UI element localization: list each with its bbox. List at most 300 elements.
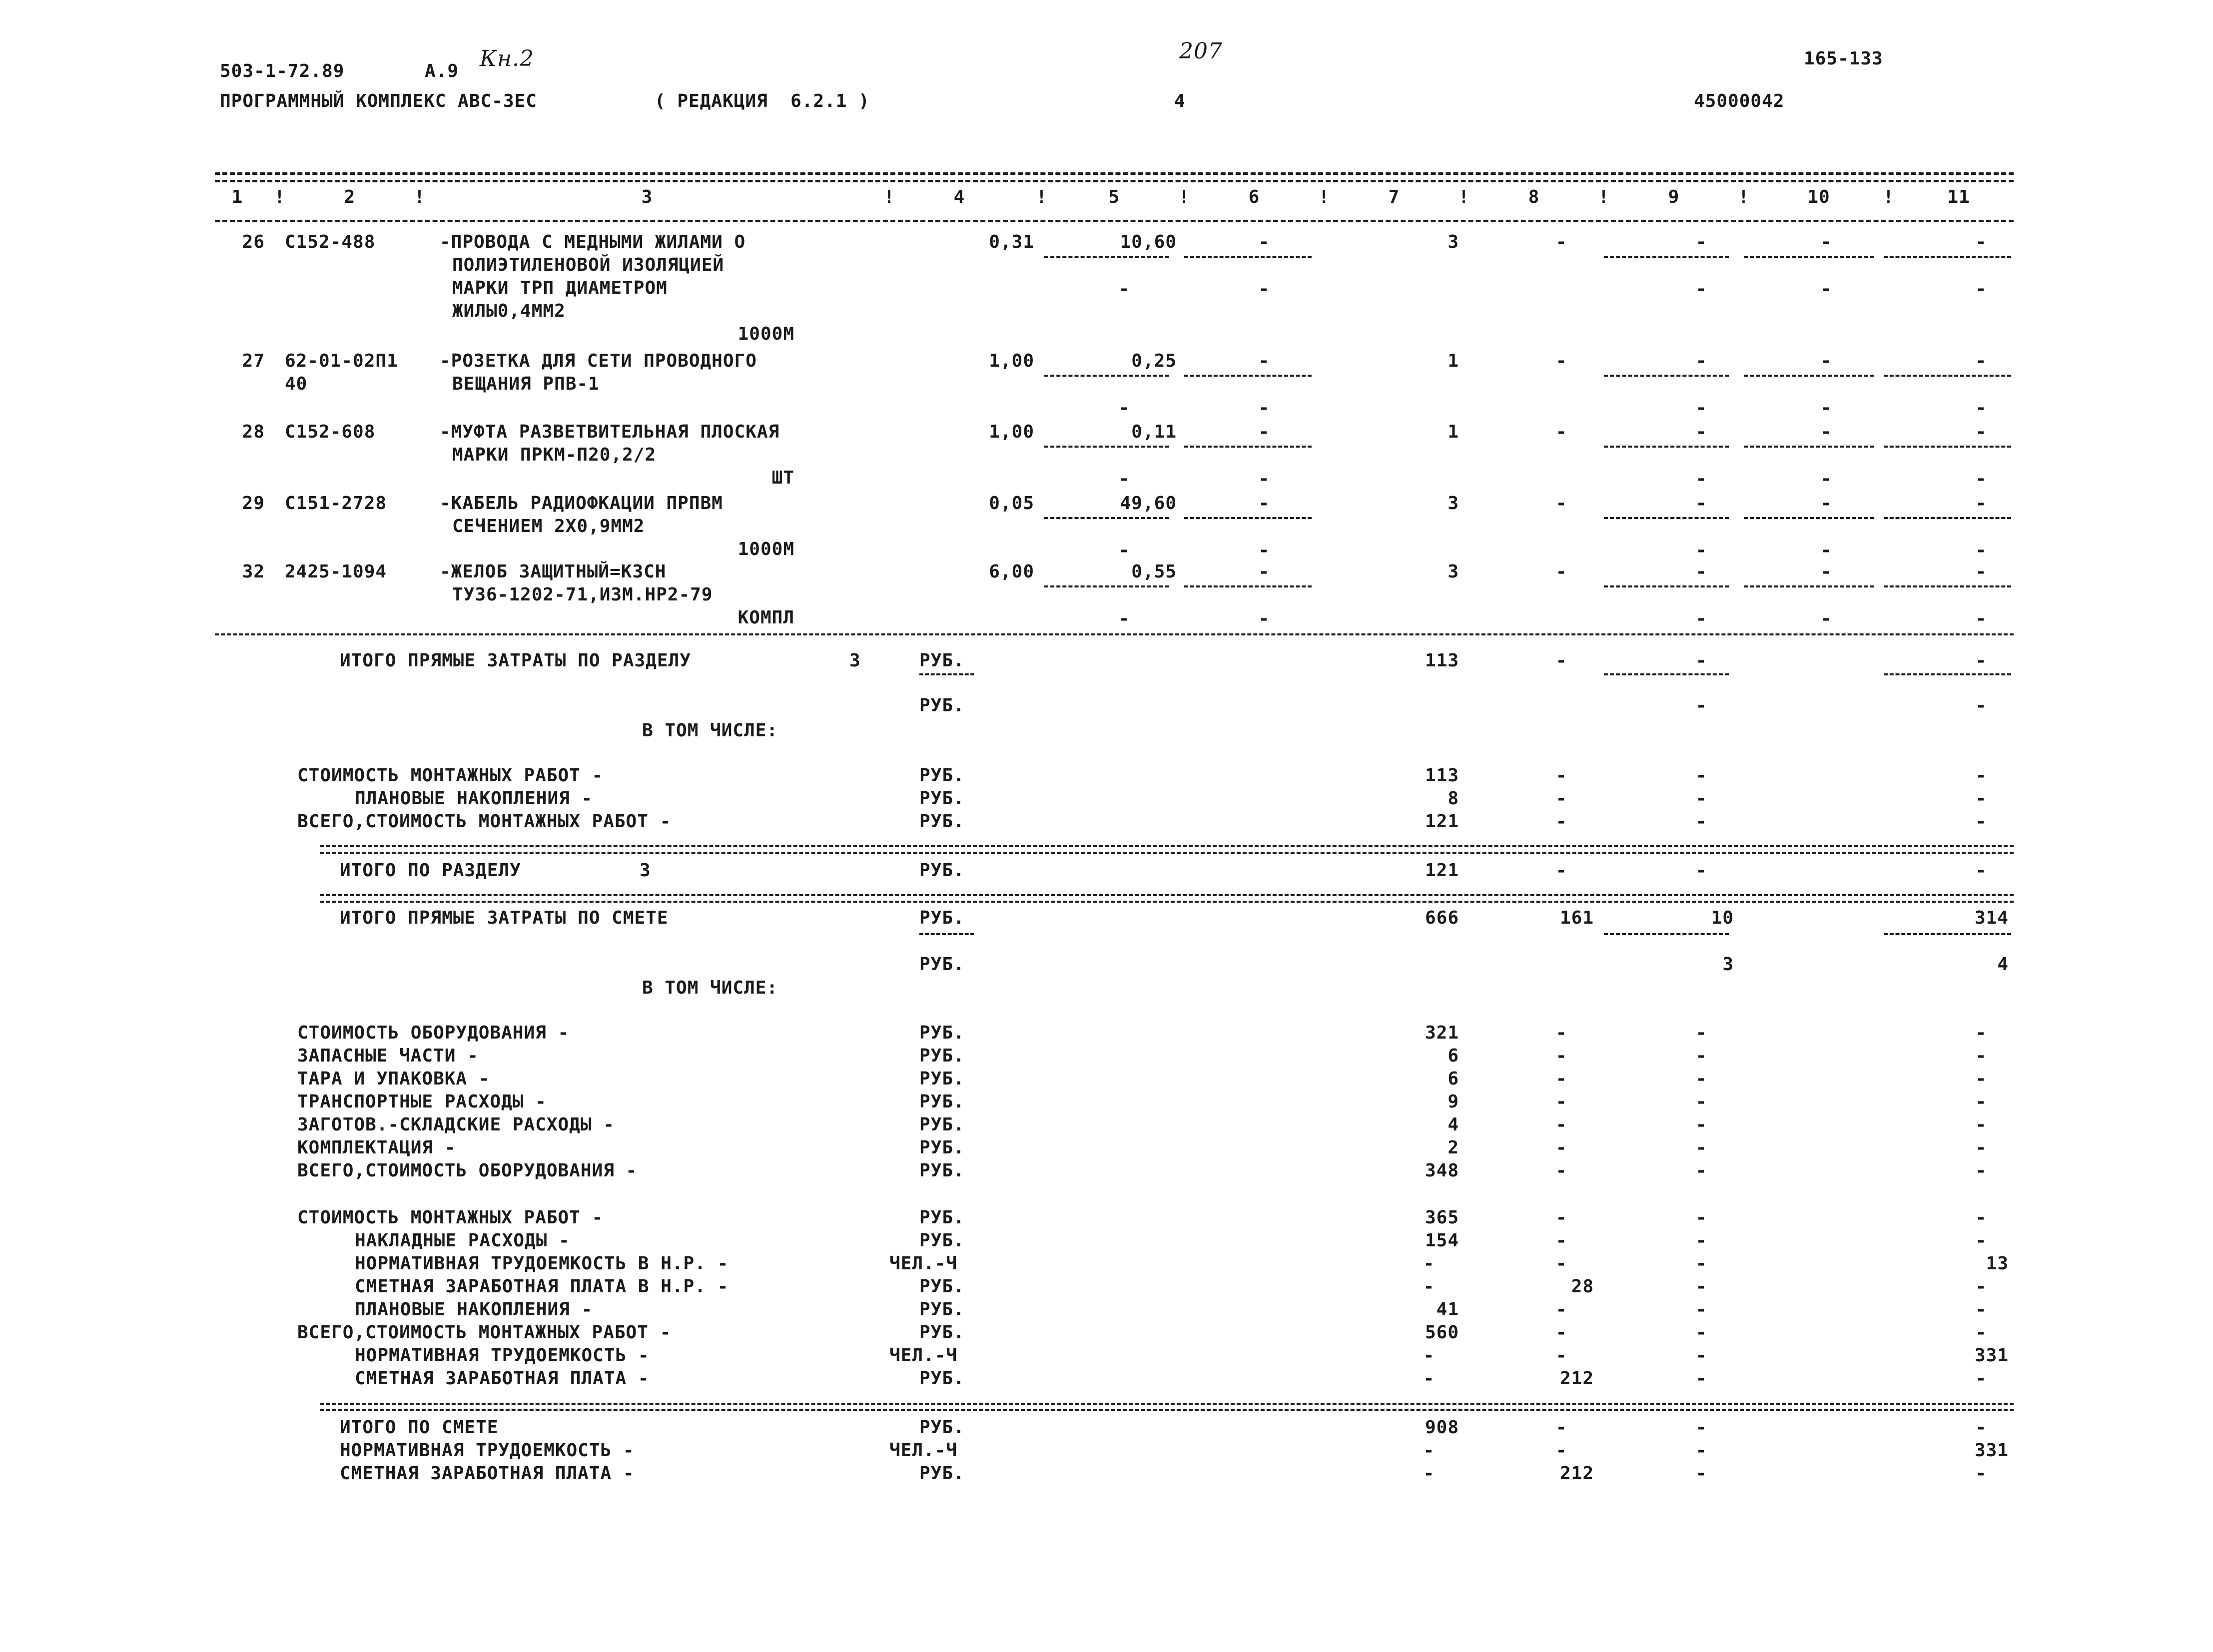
book-number: Кн.2 xyxy=(480,46,535,71)
row-description: -ЖЕЛОБ ЗАЩИТНЫЙ=КЗСН xyxy=(440,561,667,582)
row-description: СЕЧЕНИЕМ 2Х0,9ММ2 xyxy=(452,516,645,537)
mount-line-col11: - xyxy=(1975,1299,1987,1320)
mount-line-col11: 13 xyxy=(1986,1253,2009,1274)
row-unit: 1000М xyxy=(738,539,794,559)
final-line-col7: - xyxy=(1423,1463,1435,1484)
equipment-line-label: СТОИМОСТЬ ОБОРУДОВАНИЯ - xyxy=(297,1023,570,1043)
section-number: 3 xyxy=(640,860,651,881)
cell-col7: 3 xyxy=(1448,493,1459,514)
mount-line-col11: 331 xyxy=(1974,1345,2009,1366)
dash-cell: - xyxy=(1555,788,1567,809)
mount-line-col8: - xyxy=(1555,1322,1567,1343)
section-direct-total: 113 xyxy=(1425,650,1459,671)
cell-quantity: 0,05 xyxy=(989,493,1034,514)
row-code: 2425-1094 xyxy=(285,561,387,582)
mount-line-col11: - xyxy=(1975,1276,1987,1297)
cell-col9: - xyxy=(1695,422,1707,442)
rule-items-end xyxy=(215,633,2014,635)
cell-sub-col6: - xyxy=(1258,608,1270,629)
unit-label: РУБ. xyxy=(919,1417,965,1438)
section-direct-label: ИТОГО ПРЯМЫЕ ЗАТРАТЫ ПО РАЗДЕЛУ xyxy=(340,650,691,671)
dash-cell: - xyxy=(1555,1046,1567,1066)
reference-number: 165-133 xyxy=(1804,48,1883,69)
rule xyxy=(320,894,2014,896)
dash-cell: - xyxy=(1975,811,1987,832)
final-line-col8: - xyxy=(1555,1417,1567,1438)
cell-col10: - xyxy=(1820,422,1832,442)
cell-col6: - xyxy=(1258,232,1270,252)
column-separator: ! xyxy=(414,187,426,207)
column-header-5: 5 xyxy=(1108,187,1120,207)
cell-underline xyxy=(1744,585,1874,587)
mount-line-col8: - xyxy=(1555,1230,1567,1251)
unit-label: ЧЕЛ.-Ч xyxy=(889,1440,958,1461)
column-header-11: 11 xyxy=(1947,187,1970,207)
cell-underline xyxy=(1044,375,1169,377)
mount-line-col8: - xyxy=(1555,1207,1567,1228)
cell-col11: - xyxy=(1975,351,1987,371)
unit-underline xyxy=(919,933,974,935)
cell-unit-price: 0,11 xyxy=(1131,422,1177,442)
cell-sub-col6: - xyxy=(1258,279,1270,299)
cell-unit-price: 0,25 xyxy=(1131,351,1177,371)
cell-sub-col11: - xyxy=(1975,540,1987,560)
cell-sub-col10: - xyxy=(1820,279,1832,299)
cell-underline xyxy=(1184,446,1312,448)
mount-line-col9: - xyxy=(1695,1230,1707,1251)
equipment-line-label: ЗАГОТОВ.-СКЛАДСКИЕ РАСХОДЫ - xyxy=(297,1114,615,1135)
cell-underline xyxy=(1744,375,1874,377)
cell-underline xyxy=(1604,256,1729,258)
mount-line-col8: - xyxy=(1555,1253,1567,1274)
column-separator: ! xyxy=(1883,187,1895,207)
cell-col9: - xyxy=(1695,561,1707,582)
final-line-col7: 908 xyxy=(1425,1417,1459,1438)
equipment-line-label: ТАРА И УПАКОВКА - xyxy=(297,1069,490,1089)
final-line-col7: - xyxy=(1423,1440,1435,1461)
cell-sub-col6: - xyxy=(1258,398,1270,418)
cell-underline xyxy=(1884,446,2011,448)
estimate-direct-col9: 10 xyxy=(1711,908,1734,928)
mount-line-label: ПЛАНОВЫЕ НАКОПЛЕНИЯ - xyxy=(355,1299,593,1320)
mount-line-col11: - xyxy=(1975,1230,1987,1251)
cell-sub-col11: - xyxy=(1975,469,1987,489)
rule xyxy=(320,1403,2014,1405)
mount-line-col8: - xyxy=(1555,1345,1567,1366)
row-description: ТУ36-1202-71,ИЗМ.НР2-79 xyxy=(452,584,713,605)
dash-cell: - xyxy=(1695,1092,1707,1112)
cell-col6: - xyxy=(1258,422,1270,442)
mount-line-col9: - xyxy=(1695,1207,1707,1228)
mount-line-col7: - xyxy=(1423,1345,1435,1366)
estimate-direct-label: ИТОГО ПРЯМЫЕ ЗАТРАТЫ ПО СМЕТЕ xyxy=(340,908,669,928)
section-direct-col11b: - xyxy=(1975,695,1987,716)
dash-cell: - xyxy=(1975,1046,1987,1066)
unit-label: ЧЕЛ.-Ч xyxy=(889,1253,958,1274)
cell-underline xyxy=(1604,585,1729,587)
dash-cell: - xyxy=(1695,765,1707,786)
dash-cell: - xyxy=(1975,1137,1987,1158)
cell-underline xyxy=(1184,585,1312,587)
equipment-line-value: 2 xyxy=(1448,1137,1459,1158)
dash-cell: - xyxy=(1555,811,1567,832)
unit-label: РУБ. xyxy=(919,1207,965,1228)
cell-sub-col5: - xyxy=(1118,540,1130,560)
cell-col7: 3 xyxy=(1448,561,1459,582)
column-header-4: 4 xyxy=(953,187,965,207)
cell-sub-col5: - xyxy=(1118,469,1130,489)
cell-underline xyxy=(1884,673,2011,675)
cell-underline xyxy=(1604,446,1729,448)
cell-underline xyxy=(1044,256,1169,258)
dash-cell: - xyxy=(1555,1137,1567,1158)
unit-label: ЧЕЛ.-Ч xyxy=(889,1345,958,1366)
row-code: C152-608 xyxy=(285,422,376,442)
dash-cell: - xyxy=(1555,765,1567,786)
cell-col11: - xyxy=(1975,422,1987,442)
mount-line-label: СТОИМОСТЬ МОНТАЖНЫХ РАБОТ - xyxy=(297,1207,604,1228)
row-description: ЖИЛЫ0,4ММ2 xyxy=(452,301,566,321)
cell-sub-col10: - xyxy=(1820,398,1832,418)
cell-underline xyxy=(1184,375,1312,377)
row-unit: КОМПЛ xyxy=(738,607,794,628)
estimate-direct-col8: 161 xyxy=(1559,908,1594,928)
mount-line-col11: - xyxy=(1975,1322,1987,1343)
cell-sub-col5: - xyxy=(1118,398,1130,418)
dash-cell: - xyxy=(1695,1160,1707,1181)
unit-rub: РУБ. xyxy=(919,954,965,975)
rule xyxy=(320,845,2014,847)
unit-rub: РУБ. xyxy=(919,1114,965,1135)
column-separator: ! xyxy=(883,187,895,207)
row-code: C152-488 xyxy=(285,232,376,252)
cell-sub-col10: - xyxy=(1820,540,1832,560)
cell-col8: - xyxy=(1555,232,1567,252)
unit-rub: РУБ. xyxy=(919,650,965,671)
unit-label: РУБ. xyxy=(919,1463,965,1484)
final-line-col11: 331 xyxy=(1974,1440,2009,1461)
unit-rub: РУБ. xyxy=(919,1069,965,1089)
column-header-8: 8 xyxy=(1528,187,1540,207)
cell-col10: - xyxy=(1820,493,1832,514)
row-description: -РОЗЕТКА ДЛЯ СЕТИ ПРОВОДНОГО xyxy=(440,351,757,371)
final-line-col11: - xyxy=(1975,1417,1987,1438)
unit-rub: РУБ. xyxy=(919,695,965,716)
cell-sub-col6: - xyxy=(1258,540,1270,560)
mount-line-col9: - xyxy=(1695,1368,1707,1389)
cell-unit-price: 10,60 xyxy=(1120,232,1177,252)
rule-top xyxy=(215,172,2014,175)
cell-col7: 1 xyxy=(1448,351,1459,371)
mount-line-col7: 154 xyxy=(1425,1230,1459,1251)
unit-rub: РУБ. xyxy=(919,1092,965,1112)
cell-sub-col5: - xyxy=(1118,279,1130,299)
cell-underline xyxy=(1604,375,1729,377)
mount-line-col11: - xyxy=(1975,1207,1987,1228)
dash-cell: - xyxy=(1555,1114,1567,1135)
column-separator: ! xyxy=(1318,187,1330,207)
equipment-line-value: 9 xyxy=(1448,1092,1459,1112)
column-separator: ! xyxy=(1458,187,1470,207)
mount-line-col7: 560 xyxy=(1425,1322,1459,1343)
cell-quantity: 1,00 xyxy=(989,351,1034,371)
cell-underline xyxy=(1744,517,1874,519)
cell-underline xyxy=(1184,256,1312,258)
cell-col6: - xyxy=(1258,493,1270,514)
section-direct-col11: - xyxy=(1975,650,1987,671)
final-line-label: СМЕТНАЯ ЗАРАБОТНАЯ ПЛАТА - xyxy=(340,1463,635,1484)
column-header-9: 9 xyxy=(1668,187,1680,207)
row-code: 62-01-02П1 xyxy=(285,351,398,371)
cell-col9: - xyxy=(1695,351,1707,371)
rule xyxy=(320,852,2014,854)
dash-cell: - xyxy=(1695,860,1707,881)
cell-underline xyxy=(1604,933,1729,935)
mount-line-label: ВСЕГО,СТОИМОСТЬ МОНТАЖНЫХ РАБОТ - xyxy=(297,1322,672,1343)
unit-rub: РУБ. xyxy=(919,1023,965,1043)
including-label: В ТОМ ЧИСЛЕ: xyxy=(642,720,778,741)
cell-col11: - xyxy=(1975,232,1987,252)
section-direct-col8: - xyxy=(1555,650,1567,671)
cell-sub-col10: - xyxy=(1820,608,1832,629)
column-separator: ! xyxy=(274,187,286,207)
cell-sub-col11: - xyxy=(1975,279,1987,299)
unit-rub: РУБ. xyxy=(919,908,965,928)
album-code: A.9 xyxy=(425,61,459,81)
dash-cell: - xyxy=(1555,1023,1567,1043)
cell-col11: - xyxy=(1975,561,1987,582)
row-code-cont: 40 xyxy=(285,374,308,394)
cell-unit-price: 49,60 xyxy=(1120,493,1177,514)
dash-cell: - xyxy=(1975,1114,1987,1135)
row-description: МАРКИ ПРКМ-П20,2/2 xyxy=(452,445,657,465)
row-number: 28 xyxy=(242,422,265,442)
cell-col8: - xyxy=(1555,561,1567,582)
dash-cell: - xyxy=(1695,811,1707,832)
row-code: C151-2728 xyxy=(285,493,387,514)
dash-cell: - xyxy=(1695,1114,1707,1135)
equipment-line-value: 321 xyxy=(1425,1023,1459,1043)
mount-line-label: НОРМАТИВНАЯ ТРУДОЕМКОСТЬ В Н.Р. - xyxy=(355,1253,729,1274)
row-description: -ПРОВОДА С МЕДНЫМИ ЖИЛАМИ О xyxy=(440,232,746,252)
equipment-line-label: КОМПЛЕКТАЦИЯ - xyxy=(297,1137,456,1158)
row-description: ПОЛИЭТИЛЕНОВОЙ ИЗОЛЯЦИЕЙ xyxy=(452,255,725,275)
final-line-col9: - xyxy=(1695,1463,1707,1484)
unit-rub: РУБ. xyxy=(919,811,965,832)
column-separator: ! xyxy=(1036,187,1048,207)
cell-sub-col9: - xyxy=(1695,279,1707,299)
cell-sub-col9: - xyxy=(1695,608,1707,629)
row-unit: ШТ xyxy=(771,468,794,488)
cell-col7: 1 xyxy=(1448,422,1459,442)
equipment-line-value: 348 xyxy=(1425,1160,1459,1181)
cell-col6: - xyxy=(1258,561,1270,582)
final-line-label: НОРМАТИВНАЯ ТРУДОЕМКОСТЬ - xyxy=(340,1440,635,1461)
row-description: -КАБЕЛЬ РАДИОФКАЦИИ ПРПВМ xyxy=(440,493,723,514)
cell-underline xyxy=(1884,517,2011,519)
dash-cell: - xyxy=(1695,1137,1707,1158)
cell-sub-col9: - xyxy=(1695,540,1707,560)
section-mount-label: СТОИМОСТЬ МОНТАЖНЫХ РАБОТ - xyxy=(297,765,604,786)
dash-cell: - xyxy=(1975,765,1987,786)
unit-underline xyxy=(919,673,974,675)
cell-sub-col5: - xyxy=(1118,608,1130,629)
mount-line-col9: - xyxy=(1695,1345,1707,1366)
unit-label: РУБ. xyxy=(919,1368,965,1389)
mount-line-label: НАКЛАДНЫЕ РАСХОДЫ - xyxy=(355,1230,570,1251)
cell-col10: - xyxy=(1820,351,1832,371)
row-number: 26 xyxy=(242,232,265,252)
unit-label: РУБ. xyxy=(919,1299,965,1320)
cell-col8: - xyxy=(1555,493,1567,514)
row-unit: 1000М xyxy=(738,324,794,344)
equipment-line-value: 4 xyxy=(1448,1114,1459,1135)
section-total-mount-value: 121 xyxy=(1425,811,1459,832)
dash-cell: - xyxy=(1975,1069,1987,1089)
mount-line-col9: - xyxy=(1695,1299,1707,1320)
cell-col8: - xyxy=(1555,422,1567,442)
column-header-1: 1 xyxy=(231,187,243,207)
handwritten-page-number: 207 xyxy=(1179,38,1223,64)
rule-header-bottom xyxy=(215,220,2014,222)
cell-col9: - xyxy=(1695,493,1707,514)
column-header-7: 7 xyxy=(1388,187,1400,207)
column-separator: ! xyxy=(1738,187,1750,207)
program-title: ПРОГРАММНЫЙ КОМПЛЕКС АВС-ЗЕС xyxy=(220,91,537,111)
row-number: 32 xyxy=(242,561,265,582)
column-separator: ! xyxy=(1178,187,1190,207)
cell-underline xyxy=(1744,256,1874,258)
column-header-6: 6 xyxy=(1248,187,1260,207)
row-description: ВЕЩАНИЯ РПВ-1 xyxy=(452,374,600,394)
cell-sub-col6: - xyxy=(1258,469,1270,489)
cell-quantity: 1,00 xyxy=(989,422,1034,442)
cell-col6: - xyxy=(1258,351,1270,371)
final-line-col9: - xyxy=(1695,1417,1707,1438)
mount-line-label: СМЕТНАЯ ЗАРАБОТНАЯ ПЛАТА - xyxy=(355,1368,650,1389)
dash-cell: - xyxy=(1695,1046,1707,1066)
row-description: -МУФТА РАЗВЕТВИТЕЛЬНАЯ ПЛОСКАЯ xyxy=(440,422,780,442)
equipment-line-label: ТРАНСПОРТНЫЕ РАСХОДЫ - xyxy=(297,1092,547,1112)
rule xyxy=(320,1409,2014,1411)
row-number: 27 xyxy=(242,351,265,371)
final-line-col8: 212 xyxy=(1559,1463,1594,1484)
cell-underline xyxy=(1884,933,2011,935)
unit-rub: РУБ. xyxy=(919,788,965,809)
unit-label: РУБ. xyxy=(919,1276,965,1297)
cell-underline xyxy=(1604,517,1729,519)
row-description: МАРКИ ТРП ДИАМЕТРОМ xyxy=(452,278,668,298)
dash-cell: - xyxy=(1975,1160,1987,1181)
mount-line-col7: 41 xyxy=(1436,1299,1459,1320)
section-total-mount-label: ВСЕГО,СТОИМОСТЬ МОНТАЖНЫХ РАБОТ - xyxy=(297,811,672,832)
cell-underline xyxy=(1604,673,1729,675)
equipment-line-value: 6 xyxy=(1448,1046,1459,1066)
final-line-col8: - xyxy=(1555,1440,1567,1461)
mount-line-col8: 212 xyxy=(1559,1368,1594,1389)
unit-label: РУБ. xyxy=(919,1230,965,1251)
dash-cell: - xyxy=(1555,1160,1567,1181)
cell-underline xyxy=(1044,517,1169,519)
section-direct-col9: - xyxy=(1695,650,1707,671)
sheet-number: 4 xyxy=(1174,91,1186,111)
estimate-direct-col11b: 4 xyxy=(1997,954,2009,975)
mount-line-col8: 28 xyxy=(1571,1276,1594,1297)
estimate-direct-col11: 314 xyxy=(1974,908,2009,928)
dash-cell: - xyxy=(1695,1069,1707,1089)
cell-underline xyxy=(1744,446,1874,448)
rule xyxy=(320,901,2014,903)
estimate-direct-col9b: 3 xyxy=(1722,954,1734,975)
final-line-col9: - xyxy=(1695,1440,1707,1461)
cell-col10: - xyxy=(1820,561,1832,582)
cell-sub-col11: - xyxy=(1975,608,1987,629)
final-line-label: ИТОГО ПО СМЕТЕ xyxy=(340,1417,499,1438)
mount-line-label: СМЕТНАЯ ЗАРАБОТНАЯ ПЛАТА В Н.Р. - xyxy=(355,1276,729,1297)
cell-underline xyxy=(1044,585,1169,587)
edition: ( РЕДАКЦИЯ 6.2.1 ) xyxy=(655,91,870,111)
cell-quantity: 0,31 xyxy=(989,232,1034,252)
cell-sub-col9: - xyxy=(1695,398,1707,418)
unit-rub: РУБ. xyxy=(919,1046,965,1066)
doc-code: 503-1-72.89 xyxy=(220,61,345,81)
unit-label: РУБ. xyxy=(919,1322,965,1343)
cell-underline xyxy=(1884,375,2011,377)
rule-top-2 xyxy=(215,180,2014,182)
mount-line-col7: - xyxy=(1423,1276,1435,1297)
equipment-line-value: 6 xyxy=(1448,1069,1459,1089)
cell-quantity: 6,00 xyxy=(989,561,1034,582)
mount-line-label: НОРМАТИВНАЯ ТРУДОЕМКОСТЬ - xyxy=(355,1345,650,1366)
dash-cell: - xyxy=(1975,1092,1987,1112)
dash-cell: - xyxy=(1695,788,1707,809)
unit-rub: РУБ. xyxy=(919,1160,965,1181)
mount-line-col11: - xyxy=(1975,1368,1987,1389)
dash-cell: - xyxy=(1975,1023,1987,1043)
cell-sub-col10: - xyxy=(1820,469,1832,489)
unit-rub: РУБ. xyxy=(919,1137,965,1158)
equipment-line-label: ЗАПАСНЫЕ ЧАСТИ - xyxy=(297,1046,479,1066)
cell-col9: - xyxy=(1695,232,1707,252)
dash-cell: - xyxy=(1975,860,1987,881)
mount-line-col7: - xyxy=(1423,1368,1435,1389)
mount-line-col7: - xyxy=(1423,1253,1435,1274)
dash-cell: - xyxy=(1695,1023,1707,1043)
cell-unit-price: 0,55 xyxy=(1131,561,1177,582)
cell-sub-col9: - xyxy=(1695,469,1707,489)
mount-line-col9: - xyxy=(1695,1253,1707,1274)
cell-underline xyxy=(1044,446,1169,448)
dash-cell: - xyxy=(1975,788,1987,809)
cell-underline xyxy=(1884,585,2011,587)
cell-underline xyxy=(1184,517,1312,519)
section-direct-col9b: - xyxy=(1695,695,1707,716)
column-header-3: 3 xyxy=(641,187,653,207)
mount-line-col9: - xyxy=(1695,1322,1707,1343)
including-label: В ТОМ ЧИСЛЕ: xyxy=(642,978,778,998)
cell-col7: 3 xyxy=(1448,232,1459,252)
section-plan-label: ПЛАНОВЫЕ НАКОПЛЕНИЯ - xyxy=(355,788,593,809)
equipment-line-label: ВСЕГО,СТОИМОСТЬ ОБОРУДОВАНИЯ - xyxy=(297,1160,638,1181)
dash-cell: - xyxy=(1555,860,1567,881)
cell-sub-col11: - xyxy=(1975,398,1987,418)
column-header-2: 2 xyxy=(344,187,356,207)
dash-cell: - xyxy=(1555,1092,1567,1112)
mount-line-col9: - xyxy=(1695,1276,1707,1297)
column-header-10: 10 xyxy=(1807,187,1830,207)
section-itogo-label: ИТОГО ПО РАЗДЕЛУ xyxy=(340,860,521,881)
unit-rub: РУБ. xyxy=(919,860,965,881)
